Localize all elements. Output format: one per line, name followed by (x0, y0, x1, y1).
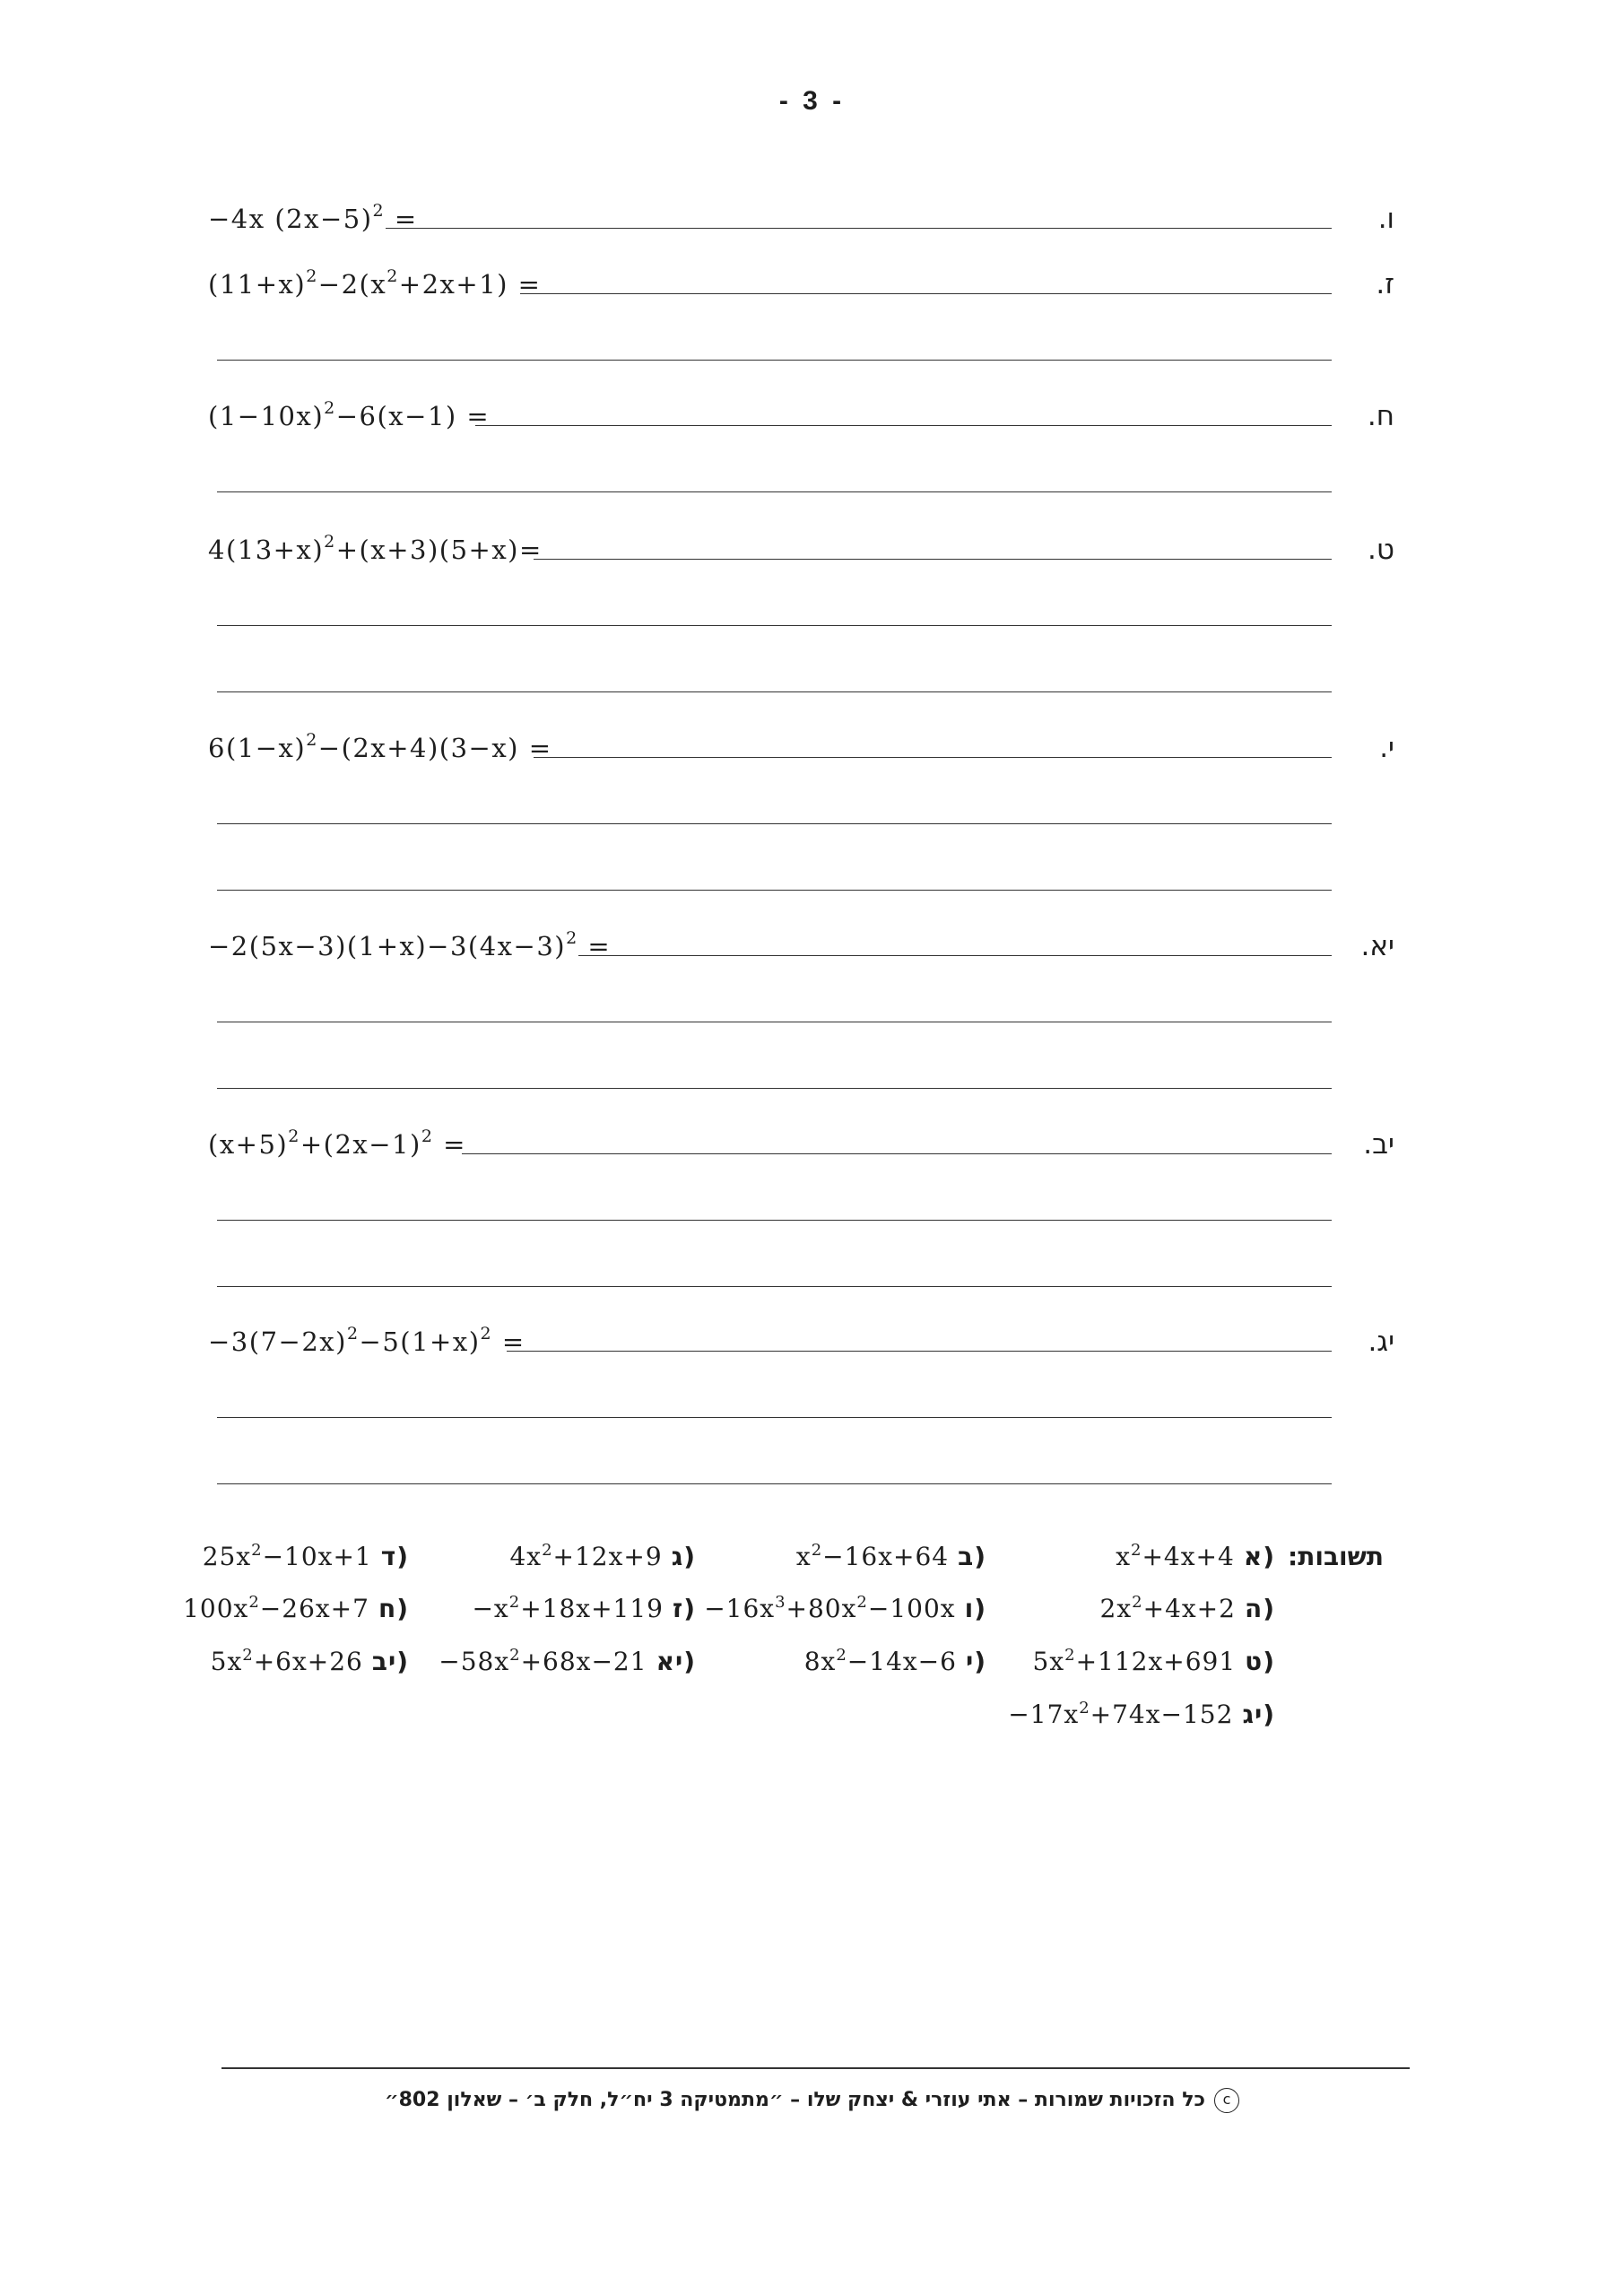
answer-letter: א) (1243, 1542, 1275, 1571)
answer-value: $8x^2-14x-6$ (803, 1645, 957, 1676)
answer-value: $25x^2-10x+1$ (202, 1540, 372, 1571)
answer-item (509, 1537, 696, 1577)
answer-item (472, 1589, 696, 1629)
exercise-expression: $(11+x)^2-2(x^2+2x+1)$ = (208, 266, 542, 300)
answer-line[interactable] (462, 1153, 1332, 1154)
answer-line[interactable] (217, 1483, 1332, 1484)
exercise-expression: −4x $(2x-5)^2$ = (208, 201, 418, 234)
exercise-expression: $4(13+x)^2+(x+3)(5+x)=$ (208, 532, 543, 565)
exercise-label: י. (1379, 732, 1394, 764)
page-number: - 3 - (778, 86, 846, 116)
answer-line[interactable] (217, 625, 1332, 626)
exercise-row (0, 398, 1624, 434)
answer-letter: יב) (371, 1647, 409, 1676)
answer-value: $x^2+4x+4$ (1116, 1540, 1235, 1571)
answer-letter: י) (965, 1647, 986, 1676)
answer-line[interactable] (520, 293, 1332, 294)
answer-line[interactable] (475, 425, 1332, 426)
answer-letter: ז) (672, 1594, 696, 1623)
exercise-row (0, 532, 1624, 568)
answer-value: $100x^2-26x+7$ (183, 1592, 369, 1623)
answers-title: תשובות: (1288, 1542, 1384, 1571)
answer-line[interactable] (217, 360, 1332, 361)
exercise-row (0, 730, 1624, 766)
exercise-expression: $-3(7-2x)^2-5(1+x)^2$ = (208, 1324, 525, 1357)
exercise-item (0, 928, 1624, 964)
exercise-label: ז. (1376, 268, 1394, 300)
exercise-expression: $6(1-x)^2-(2x+4)(3-x)$ = (208, 730, 552, 763)
exercise-item (0, 730, 1624, 766)
exercise-expression: $(x+5)^2+(2x-1)^2$ = (208, 1126, 466, 1160)
exercise-label: ח. (1367, 400, 1394, 432)
exercise-label: יג. (1368, 1326, 1394, 1358)
answer-line[interactable] (217, 823, 1332, 824)
answer-item (1033, 1642, 1276, 1682)
answer-item (1116, 1537, 1275, 1577)
exercise-item (0, 266, 1624, 302)
answer-line[interactable] (217, 1220, 1332, 1221)
answer-letter: ח) (378, 1594, 409, 1623)
answer-value: $-16x^3+80x^2-100x$ (704, 1592, 956, 1623)
answer-item (804, 1642, 986, 1682)
answer-letter: ו) (964, 1594, 986, 1623)
answer-letter: ד) (380, 1542, 409, 1571)
exercise-label: יב. (1363, 1128, 1394, 1161)
answer-value: $2x^2+4x+2$ (1099, 1592, 1236, 1623)
answer-item (211, 1642, 409, 1682)
answer-line[interactable] (217, 691, 1332, 692)
exercise-expression: $-2(5x-3)(1+x)-3(4x-3)^2$ = (208, 928, 612, 961)
answer-letter: יא) (656, 1647, 696, 1676)
answer-item (203, 1537, 409, 1577)
answer-item (1100, 1589, 1275, 1629)
copyright-icon: c (1214, 2088, 1239, 2113)
footer (0, 2081, 1624, 2120)
answer-value: $4x^2+12x+9$ (509, 1540, 663, 1571)
answer-line[interactable] (217, 1417, 1332, 1418)
exercise-item (0, 201, 1624, 237)
exercise-expression: $(1-10x)^2-6(x-1)$ = (208, 398, 491, 431)
exercise-item (0, 398, 1624, 434)
exercise-item (0, 1126, 1624, 1162)
exercise-item (0, 1324, 1624, 1360)
answer-line[interactable] (534, 559, 1332, 560)
answer-letter: יג) (1242, 1700, 1275, 1729)
exercise-row (0, 1126, 1624, 1162)
answer-value: $-17x^2+74x-152$ (1008, 1698, 1234, 1729)
answer-line[interactable] (217, 491, 1332, 492)
exercise-row (0, 928, 1624, 964)
answer-value: $5x^2+6x+26$ (210, 1645, 363, 1676)
answer-letter: ב) (958, 1542, 986, 1571)
answer-line[interactable] (217, 890, 1332, 891)
exercise-label: יא. (1360, 930, 1394, 962)
answer-item (183, 1589, 409, 1629)
answer-item (1008, 1695, 1275, 1735)
answer-item (796, 1537, 986, 1577)
exercise-row (0, 266, 1624, 302)
exercise-row (0, 201, 1624, 237)
footer-text: כל הזכויות שמורות – אתי עוזרי & יצחק שלו – ״מתמטיקה 3 יח״ל, חלק ב׳ – שאלון 802״ (385, 2089, 1205, 2111)
answer-item (704, 1589, 986, 1629)
answer-value: $x^2-16x+64$ (795, 1540, 950, 1571)
answer-value: $-x^2+18x+119$ (472, 1592, 664, 1623)
answer-line[interactable] (578, 955, 1332, 956)
answer-letter: ג) (671, 1542, 696, 1571)
answer-letter: ה) (1244, 1594, 1275, 1623)
answer-value: $5x^2+112x+691$ (1032, 1645, 1237, 1676)
answer-item (439, 1642, 696, 1682)
exercise-item (0, 532, 1624, 568)
answer-line[interactable] (507, 1351, 1332, 1352)
answer-line[interactable] (386, 228, 1332, 229)
answer-line[interactable] (534, 757, 1332, 758)
exercise-label: ו. (1377, 203, 1394, 235)
exercise-row (0, 1324, 1624, 1360)
answer-line[interactable] (217, 1286, 1332, 1287)
answer-line[interactable] (217, 1088, 1332, 1089)
answer-letter: ט) (1245, 1647, 1275, 1676)
answer-value: $-58x^2+68x-21$ (439, 1645, 647, 1676)
exercise-label: ט. (1368, 534, 1394, 566)
footer-divider (221, 2067, 1410, 2069)
